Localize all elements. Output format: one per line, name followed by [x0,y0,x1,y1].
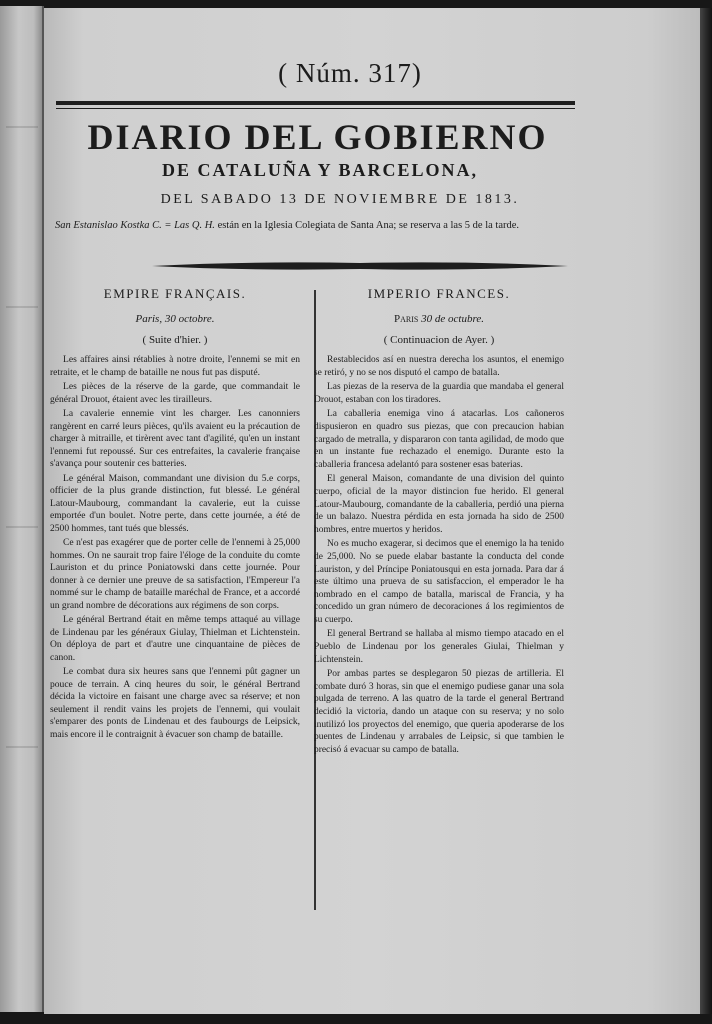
binding-shadow [700,8,712,1014]
french-continuation: ( Suite d'hier. ) [142,334,208,346]
spanish-continuation: ( Continuacion de Ayer. ) [383,334,495,346]
show-through-line [6,526,38,528]
spanish-paragraph: El general Bertrand se hallaba al mismo tiempo atacado en el Pueblo de Lindenau por los generales Giulai, Thielman y Lichtenstein. [314,629,564,665]
masthead-subtitle: DE CATALUÑA Y BARCELONA, [161,160,479,180]
ornamental-divider [150,260,570,272]
spanish-paragraph: Por ambas partes se desplegaron 50 piezas de artilleria. El combate duró 3 horas, sin que el enemigo pudiese ganar una sola pulgada de terreno. A las quatro de la tarde el general Bertrand decidió la victoria, dando un ataque con su reserva; y no solo inutilizó los proyectos del enemigo, que queria apoderarse de los puentes de Lindenau y arrabales de Leipsic, si que tambien le precisó á evacuar su campo de batalla. [314,669,564,755]
saint-names: San Estanislao Kostka C. = Las Q. H. [55,220,215,231]
issue-number: ( Núm. 317) [278,58,422,88]
french-paragraph: Les affaires ainsi rétablies à notre droite, l'ennemi se mit en retraite, et le champ de bataille ne nous fut pas disputé. [50,354,300,378]
saint-of-the-day-note [55,218,555,233]
spanish-paragraph: Las piezas de la reserva de la guardia que mandaba el general Drouot, estaban con los tiradores. [314,382,564,405]
spanish-paragraph: El general Maison, comandante de una division del quinto cuerpo, oficial de la mayor distincion fue herido. El general Latour-Maubourg, comandante de la caballeria, perdió una pierna de un balazo. Nuestra pérdida en esta jornada ha sido de 2500 hombres, entre muertos y heridos. [314,474,564,535]
spanish-column [314,286,564,758]
french-column [50,286,300,743]
masthead-title: DIARIO DEL GOBIERNO [87,117,548,157]
french-dateline: Paris, 30 octobre. [135,313,215,325]
french-paragraph: Les pièces de la réserve de la garde, que commandait le général Drouot, étaient avec les tirailleurs. [50,381,300,405]
spanish-paragraph: Restablecidos así en nuestra derecha los asuntos, el enemigo se retiró, y no se nos disputó el campo de batalla. [314,355,564,378]
french-paragraph: Le général Bertrand était en même temps attaqué au village de Lindenau par les généraux Giulay, Thielman et Lichtenstein. On déploya de part et d'autre une cinquantaine de pièces de canon. [50,614,300,663]
masthead-top-rule [56,101,575,105]
spanish-paragraph: No es mucho exagerar, si decimos que el enemigo la ha tenido de 25,000. No se puede elabar bastante la conducta del conde Lauriston, y del Príncipe Poniatousqui en esta jornada. Para dar á este último una prueva de su satisfaccion, el emperador le ha nombrado en el campo de batalla, mariscal de Francia, y ha concedido un gran número de decoraciones á los regimientos de su cuerpo. [314,539,564,625]
masthead-top-rule-thin [56,108,575,109]
spanish-dateline [314,313,564,325]
spanish-dateline-date: 30 de octubre. [421,313,484,325]
saint-note-text: están en la Iglesia Colegiata de Santa Ana; se reserva a las 5 de la tarde. [217,220,520,231]
show-through-line [6,306,38,308]
facing-page-edge [0,6,44,1012]
show-through-line [6,746,38,748]
french-paragraph: Le général Maison, commandant une division du 5.e corps, officier de la plus grande distinction, fut blessé. Le général Latour-Maubourg, commandant la cavalerie, eut la cuisse emportée d'un boulet. Notre perte, dans cette journée, a été de 2500 hommes, tant tués que blessés. [50,472,300,534]
show-through-line [6,126,38,128]
french-paragraph: La cavalerie ennemie vint les charger. Les canonniers rangèrent en carré leurs pièces, qu'ils avaient eu la précaution de charger à mitraille, et tirèrent avec tant d'agilité, qu'en un instant l'ennemi fut repoussé. Sur ces entrefaites, la cavalerie française s'avança pour soutenir ces batteries. [50,408,300,469]
spanish-heading: IMPERIO FRANCES. [367,286,511,301]
french-heading: EMPIRE FRANÇAIS. [103,286,247,301]
spanish-dateline-place: Paris [394,313,419,325]
french-paragraph: Ce n'est pas exagérer que de porter celle de l'ennemi à 25,000 hommes. On ne saurait trop faire l'éloge de la conduite du comte Lauriston et du prince Poniatowski dans cette journée. Pour donner à ce dernier une preuve de sa satisfaction, l'Empereur l'a nommé sur le champ de bataille maréchal de France, et a accordé un grand nombre de décorations aux régimens de son corps. [50,537,300,611]
issue-date: DEL SABADO 13 DE NOVIEMBRE DE 1813. [160,192,520,207]
french-paragraph: Le combat dura six heures sans que l'ennemi pût gagner un pouce de terrain. A cinq heures du soir, le général Bertrand décida la victoire en faisant une charge avec sa réserve; et non seulement il rendit vains les projets de l'ennemi, qui voulait s'emparer des ponts de Lindenau et des faubourgs de Leipsick, mais encore il le contraignit à évacuer son champ de bataille. [50,666,300,740]
spanish-paragraph: La caballeria enemiga vino á atacarlas. Los cañoneros dispusieron en quadro sus piezas, que con precaucion habian cargado de metralla, y dispararon con tanta agilidad, de modo que en un instante fue rechazado el enemigo. Durante esto la caballeria francesa adelantó para sostener esas baterias. [314,409,564,470]
